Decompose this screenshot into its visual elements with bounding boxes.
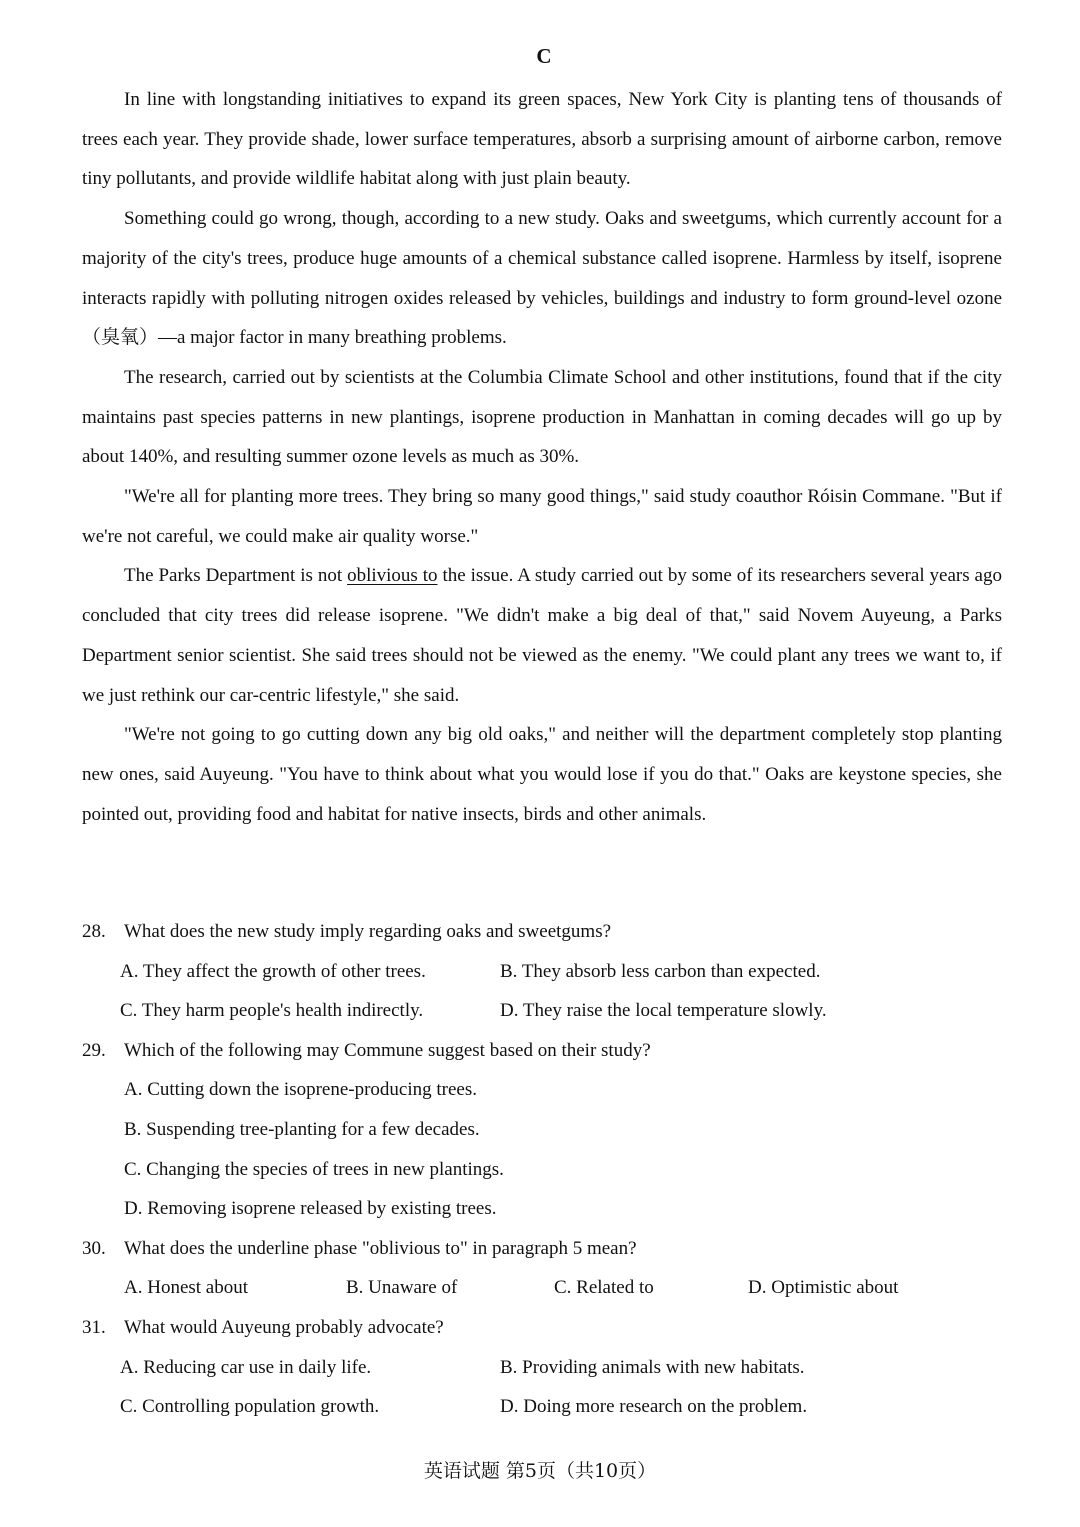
- question-31: [82, 1308, 1012, 1348]
- passage-paragraph-5: [82, 556, 1002, 715]
- paragraph-5-start: The Parks Department is not: [124, 565, 348, 587]
- passage-paragraph-2: Something could go wrong, though, according to a new study. Oaks and sweetgums, which currently account for a majority of the city's trees, produce huge amounts of a chemical substance called isoprene. Harmless by itself, isoprene interacts rapidly with polluting nitrogen oxides released by vehicles, buildings and industry to form ground-level ozone （臭氧）—a major factor in many breathing problems.: [82, 208, 1002, 349]
- page-footer: 英语试题 第5页（共10页）: [423, 1460, 657, 1482]
- underlined-phrase: oblivious to: [347, 565, 438, 587]
- passage-paragraph-3: The research, carried out by scientists at the Columbia Climate School and other institutions, found that if the city maintains past species patterns in new plantings, isoprene production in Manhattan in coming decades will go up by about 140%, and resulting summer ozone levels as much as 30%.: [82, 366, 1002, 468]
- question-number: 29.: [82, 1039, 106, 1061]
- option-a: A. Reducing car use in daily life.: [120, 1356, 372, 1378]
- option-c: C. Related to: [554, 1277, 654, 1299]
- question-number: 28.: [82, 921, 106, 942]
- option-row: [82, 952, 1012, 992]
- question-text: Which of the following may Commune suggest based on their study?: [124, 1039, 651, 1061]
- option-b: B. Unaware of: [346, 1277, 458, 1299]
- passage-paragraph-4: "We're all for planting more trees. They bring so many good things," said study coauthor Róisin Commane. "But if we're not careful, we could make air quality worse.": [82, 486, 1002, 547]
- question-text: What would Auyeung probably advocate?: [124, 1316, 444, 1338]
- passage-paragraph-1: In line with longstanding initiatives to expand its green spaces, New York City is planting tens of thousands of trees each year. They provide shade, lower surface temperatures, absorb a surprising amount of airborne carbon, remove tiny pollutants, and provide wildlife habitat along with just plain beauty.: [82, 89, 1002, 190]
- question-number: 30.: [82, 1237, 106, 1259]
- option-c: C. They harm people's health indirectly.: [120, 1000, 424, 1022]
- option-row: [82, 1387, 1012, 1427]
- option-c: C. Controlling population growth.: [120, 1396, 380, 1418]
- option-a: A. They affect the growth of other trees.: [120, 960, 426, 982]
- option-b: B. Suspending tree-planting for a few decades.: [124, 1118, 480, 1140]
- option-d: D. Removing isoprene released by existing trees.: [124, 1198, 497, 1220]
- question-30: [82, 1229, 1012, 1269]
- option-b: B. Providing animals with new habitats.: [500, 1356, 805, 1378]
- option-d: D. Optimistic about: [748, 1277, 899, 1299]
- question-list: [82, 912, 1012, 1427]
- reading-passage: [82, 80, 1002, 834]
- option-b: B. They absorb less carbon than expected.: [500, 960, 821, 982]
- option-d: D. Doing more research on the problem.: [500, 1396, 808, 1418]
- option-c: C. Changing the species of trees in new plantings.: [124, 1158, 504, 1180]
- paragraph-5-rest: the issue. A study carried out by some of its researchers several years ago concluded that city trees did release isoprene. "We didn't make a big deal of that," said Novem Auyeung, a Parks Department senior scientist. She said trees should not be viewed as the enemy. "We could plant any trees we want to, if we just rethink our car-centric lifestyle," she said.: [82, 565, 1002, 706]
- question-number: 31.: [82, 1316, 106, 1338]
- passage-paragraph-6: "We're not going to go cutting down any big old oaks," and neither will the department completely stop planting new ones, said Auyeung. "You have to think about what you would lose if you do that." Oaks are keystone species, she pointed out, providing food and habitat for native insects, birds and other animals.: [82, 724, 1002, 825]
- question-text: What does the underline phase "oblivious to" in paragraph 5 mean?: [124, 1237, 637, 1259]
- option-a: A. Cutting down the isoprene-producing trees.: [124, 1079, 478, 1101]
- option-d: D. They raise the local temperature slowly.: [500, 1000, 827, 1022]
- option-row: [82, 1268, 1012, 1308]
- option-row: [82, 1348, 1012, 1388]
- option-a: A. Honest about: [124, 1277, 249, 1299]
- section-heading: C: [536, 44, 552, 68]
- question-text: What does the new study imply regarding oaks and sweetgums?: [124, 921, 612, 942]
- option-row: [82, 991, 1012, 1031]
- question-29: [82, 1031, 1012, 1071]
- question-28: [82, 912, 1012, 952]
